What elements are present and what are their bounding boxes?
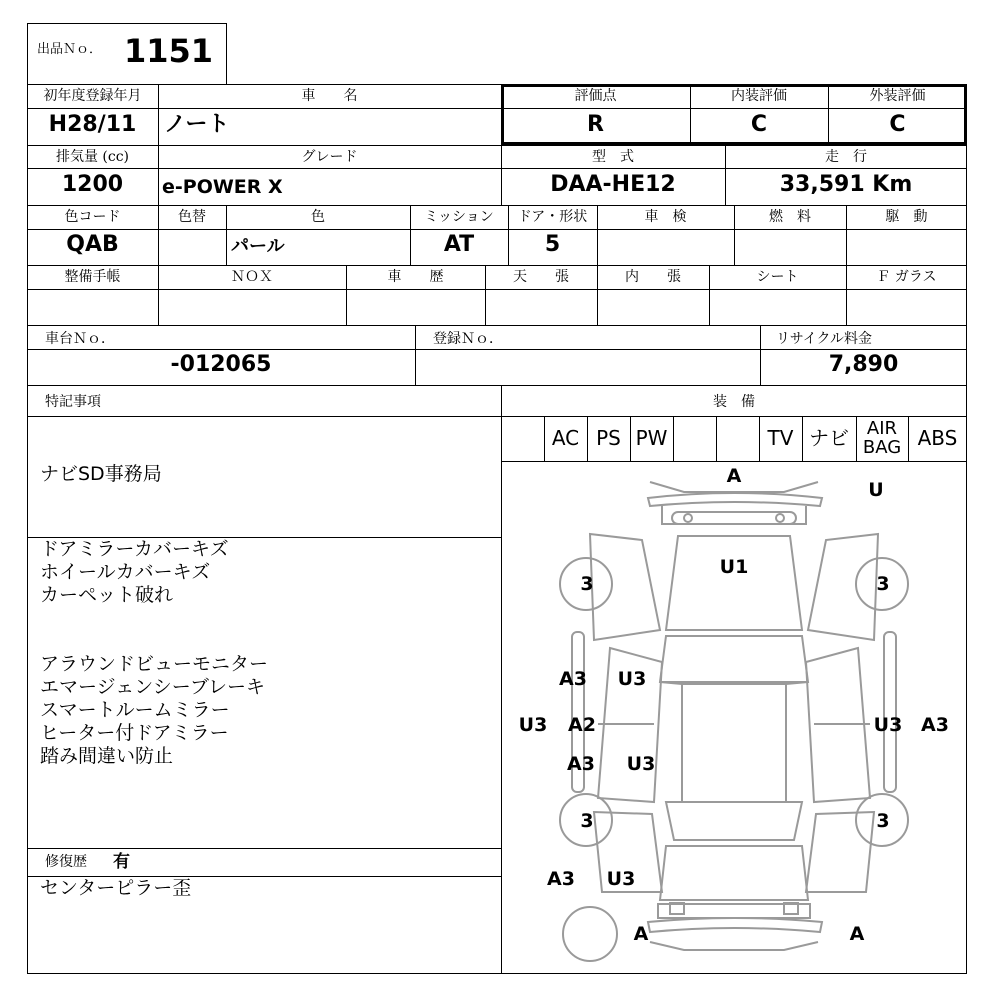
label-notes: 特記事項 — [45, 394, 101, 410]
car-name-value: ノート — [164, 112, 230, 137]
label-exterior: 外装評価 — [869, 88, 926, 104]
recycle-fee-value: 7,890 — [828, 352, 899, 377]
label-front-glass: Ｆ ガラス — [876, 269, 937, 285]
label-model: 型 式 — [592, 149, 634, 165]
lot-number-box — [27, 23, 227, 85]
repair-history-value: 有 — [113, 852, 130, 872]
label-inspection: 車 検 — [644, 209, 687, 225]
label-seat: シート — [756, 269, 799, 285]
label-equipment: 装 備 — [713, 394, 755, 410]
damage-mark: U3 — [606, 868, 636, 890]
label-car-name: 車 名 — [301, 88, 358, 104]
note-block2: ドアミラーカバーキズ ホイールカバーキズ カーペット破れ — [40, 538, 229, 606]
note-line1: ナビSD事務局 — [40, 463, 162, 485]
label-repaint: 色替 — [178, 209, 206, 225]
label-doors: ドア・形状 — [517, 209, 588, 225]
repair-detail: センターピラー歪 — [40, 877, 192, 899]
label-chassis-no: 車台Ｎｏ． — [45, 331, 115, 347]
damage-mark: U3 — [617, 668, 647, 690]
label-interior: 内装評価 — [731, 88, 787, 104]
damage-mark: U — [868, 479, 884, 501]
label-first-registration: 初年度登録年月 — [43, 88, 142, 104]
color-value: パール — [231, 236, 285, 257]
doors-value: 5 — [544, 232, 561, 257]
transmission-value: AT — [443, 232, 475, 257]
damage-mark: 3 — [580, 573, 594, 595]
damage-mark: A2 — [568, 714, 596, 736]
damage-mark: A — [726, 465, 742, 487]
interior-value: C — [750, 112, 768, 137]
label-mileage: 走 行 — [825, 149, 867, 165]
first-registration-value: H28/11 — [48, 112, 137, 137]
label-vehicle-history: 車 歴 — [387, 269, 444, 285]
equip-pw: PW — [635, 426, 668, 450]
damage-mark: 3 — [580, 810, 594, 832]
damage-mark: A3 — [921, 714, 949, 736]
equip-navi: ナビ — [809, 426, 849, 450]
label-grade: グレード — [301, 149, 358, 165]
damage-mark: U3 — [626, 753, 656, 775]
damage-mark: 3 — [876, 810, 890, 832]
label-displacement: 排気量 (cc) — [55, 149, 130, 165]
displacement-value: 1200 — [61, 172, 124, 197]
equip-airbag: AIR BAG — [862, 418, 902, 458]
grade-value: e-POWER X — [162, 176, 283, 198]
equip-tv: TV — [767, 426, 794, 450]
damage-mark: A3 — [559, 668, 587, 690]
label-color: 色 — [311, 209, 325, 225]
model-value: DAA-HE12 — [550, 172, 676, 197]
chassis-no-value: -012065 — [170, 352, 272, 377]
label-interior-trim: 内 張 — [625, 269, 681, 285]
label-score: 評価点 — [574, 88, 617, 104]
label-transmission: ミッション — [424, 209, 494, 225]
damage-mark: U3 — [518, 714, 548, 736]
label-color-code: 色コード — [64, 209, 121, 225]
damage-mark: 3 — [876, 573, 890, 595]
label-registration-no: 登録Ｎｏ． — [433, 331, 503, 347]
damage-mark: A — [633, 923, 649, 945]
damage-mark: A — [849, 923, 865, 945]
mileage-value: 33,591 Km — [779, 172, 913, 197]
score-value: R — [587, 112, 604, 137]
lot-number: 1151 — [124, 32, 214, 70]
label-fuel: 燃 料 — [769, 209, 811, 225]
label-headliner: 天 張 — [513, 269, 569, 285]
equip-ac: AC — [551, 426, 580, 450]
exterior-value: C — [889, 112, 906, 137]
damage-mark: U3 — [873, 714, 903, 736]
damage-mark: A3 — [567, 753, 595, 775]
label-service-book: 整備手帳 — [64, 269, 121, 285]
label-drive: 駆 動 — [885, 209, 928, 225]
note-block3: アラウンドビューモニター エマージェンシーブレーキ スマートルームミラー ヒーター付ドアミラー 踏み間違い防止 — [40, 653, 269, 767]
damage-mark: U1 — [719, 556, 749, 578]
equip-ps: PS — [596, 426, 621, 450]
label-repair-history: 修復歴 — [45, 854, 87, 870]
label-nox: ＮＯＸ — [231, 269, 273, 285]
damage-mark: A3 — [547, 868, 575, 890]
label-recycle-fee: リサイクル料金 — [776, 331, 873, 347]
equip-abs: ABS — [917, 426, 958, 450]
lot-label: 出品Ｎｏ． — [37, 42, 103, 57]
color-code-value: QAB — [66, 232, 119, 257]
